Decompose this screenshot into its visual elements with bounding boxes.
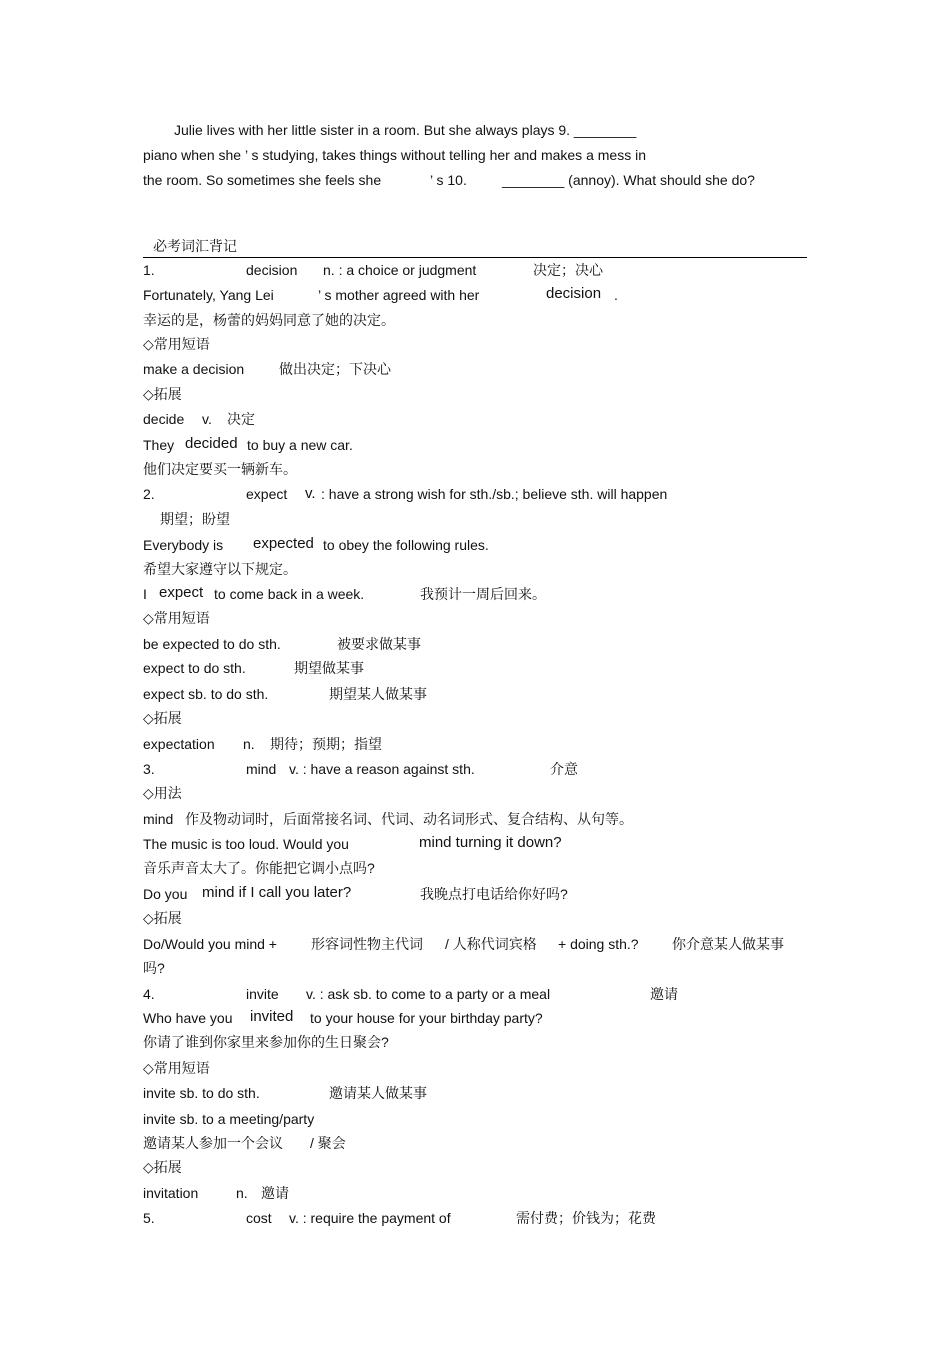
entry-pos: v. xyxy=(305,485,316,502)
extension-pattern: + doing sth.? xyxy=(558,936,639,952)
entry-number: 5. xyxy=(143,1210,155,1226)
phrase: invite sb. to do sth. xyxy=(143,1085,260,1101)
extension-pattern: / 人称代词宾格 xyxy=(445,936,537,952)
example-sentence: The music is too loud. Would you xyxy=(143,836,349,852)
extension-heading: ◇拓展 xyxy=(143,710,182,726)
phrase-translation: 邀请某人做某事 xyxy=(329,1085,427,1101)
example-sentence: to buy a new car. xyxy=(247,437,353,453)
example-sentence: Fortunately, Yang Lei xyxy=(143,287,274,303)
example-sentence: to obey the following rules. xyxy=(323,537,489,553)
phrase: expect to do sth. xyxy=(143,660,246,676)
extension-chinese: 期待；预期；指望 xyxy=(270,736,382,752)
extension-heading: ◇拓展 xyxy=(143,1159,182,1175)
example-sentence: I xyxy=(143,586,147,602)
example-translation: 幸运的是，杨蕾的妈妈同意了她的决定。 xyxy=(143,312,395,328)
entry-definition: v. : require the payment of xyxy=(289,1210,451,1226)
entry-number: 4. xyxy=(143,986,155,1002)
example-sentence: . xyxy=(614,287,618,303)
extension-chinese: 邀请 xyxy=(261,1185,289,1201)
entry-number: 1. xyxy=(143,262,155,278)
phrase-translation: / 聚会 xyxy=(310,1135,346,1151)
example-sentence: Everybody is xyxy=(143,537,224,553)
passage-line-3a: the room. So sometimes she feels she xyxy=(143,172,382,188)
example-keyword: expected xyxy=(253,535,314,552)
section-divider xyxy=(143,257,807,258)
entry-chinese: 需付费；价钱为；花费 xyxy=(516,1210,656,1226)
passage-line-1: Julie lives with her little sister in a room. But she always plays 9. ________ xyxy=(174,122,637,138)
example-translation: 希望大家遵守以下规定。 xyxy=(143,561,297,577)
extension-pos: v. xyxy=(202,411,212,427)
usage-heading: ◇用法 xyxy=(143,785,182,801)
extension-pos: n. xyxy=(236,1185,248,1201)
entry-chinese: 决定；决心 xyxy=(533,262,603,278)
phrase-translation: 期望做某事 xyxy=(294,660,364,676)
example-translation: 我晚点打电话给你好吗? xyxy=(420,886,568,902)
phrase-translation: 被要求做某事 xyxy=(337,636,421,652)
example-sentence: Who have you xyxy=(143,1010,233,1026)
passage-line-3b: ’ s 10. xyxy=(430,172,467,188)
example-sentence: to come back in a week. xyxy=(214,586,365,602)
entry-definition: v. : ask sb. to come to a party or a meal xyxy=(306,986,551,1002)
phrase: be expected to do sth. xyxy=(143,636,281,652)
phrase: invite sb. to a meeting/party xyxy=(143,1111,315,1127)
entry-definition: v. : have a reason against sth. xyxy=(289,761,475,777)
phrase-heading: ◇常用短语 xyxy=(143,1060,210,1076)
example-translation: 音乐声音太大了。你能把它调小点吗? xyxy=(143,860,375,876)
passage-line-3c: ________ (annoy). What should she do? xyxy=(502,172,755,188)
example-keyword: expect xyxy=(159,584,204,601)
example-sentence: Do you xyxy=(143,886,188,902)
example-keyword: decided xyxy=(185,435,238,452)
example-sentence: ’ s mother agreed with her xyxy=(318,287,480,303)
phrase: make a decision xyxy=(143,361,245,377)
example-keyword: decision xyxy=(546,285,602,302)
extension-word: decide xyxy=(143,411,185,427)
example-translation: 他们决定要买一辆新车。 xyxy=(143,461,297,477)
phrase-translation: 做出决定；下决心 xyxy=(279,361,391,377)
extension-pattern: 形容词性物主代词 xyxy=(311,936,423,952)
entry-chinese: 期望；盼望 xyxy=(160,511,230,527)
passage-line-2: piano when she ’ s studying, takes things without telling her and makes a mess in xyxy=(143,147,646,163)
usage-word: mind xyxy=(143,811,174,827)
entry-definition: n. : a choice or judgment xyxy=(323,262,477,278)
entry-word: decision xyxy=(246,262,298,278)
entry-word: invite xyxy=(246,986,279,1002)
example-sentence: mind turning it down? xyxy=(419,834,562,851)
example-sentence: to your house for your birthday party? xyxy=(310,1010,543,1026)
entry-number: 2. xyxy=(143,486,155,502)
extension-word: expectation xyxy=(143,736,215,752)
example-sentence: mind if I call you later? xyxy=(202,884,352,901)
extension-chinese: 决定 xyxy=(227,411,255,427)
entry-number: 3. xyxy=(143,761,155,777)
extension-heading: ◇拓展 xyxy=(143,386,182,402)
extension-pos: n. xyxy=(243,736,255,752)
section-title: 必考词汇背记 xyxy=(153,238,237,254)
entry-word: expect xyxy=(246,486,288,502)
extension-heading: ◇拓展 xyxy=(143,910,182,926)
entry-definition: : have a strong wish for sth./sb.; believe sth. will happen xyxy=(321,486,668,502)
usage-note: 作及物动词时，后面常接名词、代词、动名词形式、复合结构、从句等。 xyxy=(185,811,633,827)
extension-translation: 吗? xyxy=(143,960,165,976)
entry-chinese: 介意 xyxy=(550,761,578,777)
example-translation: 你请了谁到你家里来参加你的生日聚会? xyxy=(143,1034,389,1050)
example-keyword: invited xyxy=(250,1008,294,1025)
example-translation: 我预计一周后回来。 xyxy=(420,586,546,602)
phrase-heading: ◇常用短语 xyxy=(143,610,210,626)
phrase-translation: 邀请某人参加一个会议 xyxy=(143,1135,283,1151)
phrase-heading: ◇常用短语 xyxy=(143,336,210,352)
extension-word: invitation xyxy=(143,1185,199,1201)
extension-pattern: Do/Would you mind + xyxy=(143,936,277,952)
phrase-translation: 期望某人做某事 xyxy=(329,686,427,702)
phrase: expect sb. to do sth. xyxy=(143,686,269,702)
example-sentence: They xyxy=(143,437,175,453)
entry-word: mind xyxy=(246,761,277,777)
entry-chinese: 邀请 xyxy=(650,986,678,1002)
extension-translation: 你介意某人做某事 xyxy=(672,936,784,952)
entry-word: cost xyxy=(246,1210,272,1226)
